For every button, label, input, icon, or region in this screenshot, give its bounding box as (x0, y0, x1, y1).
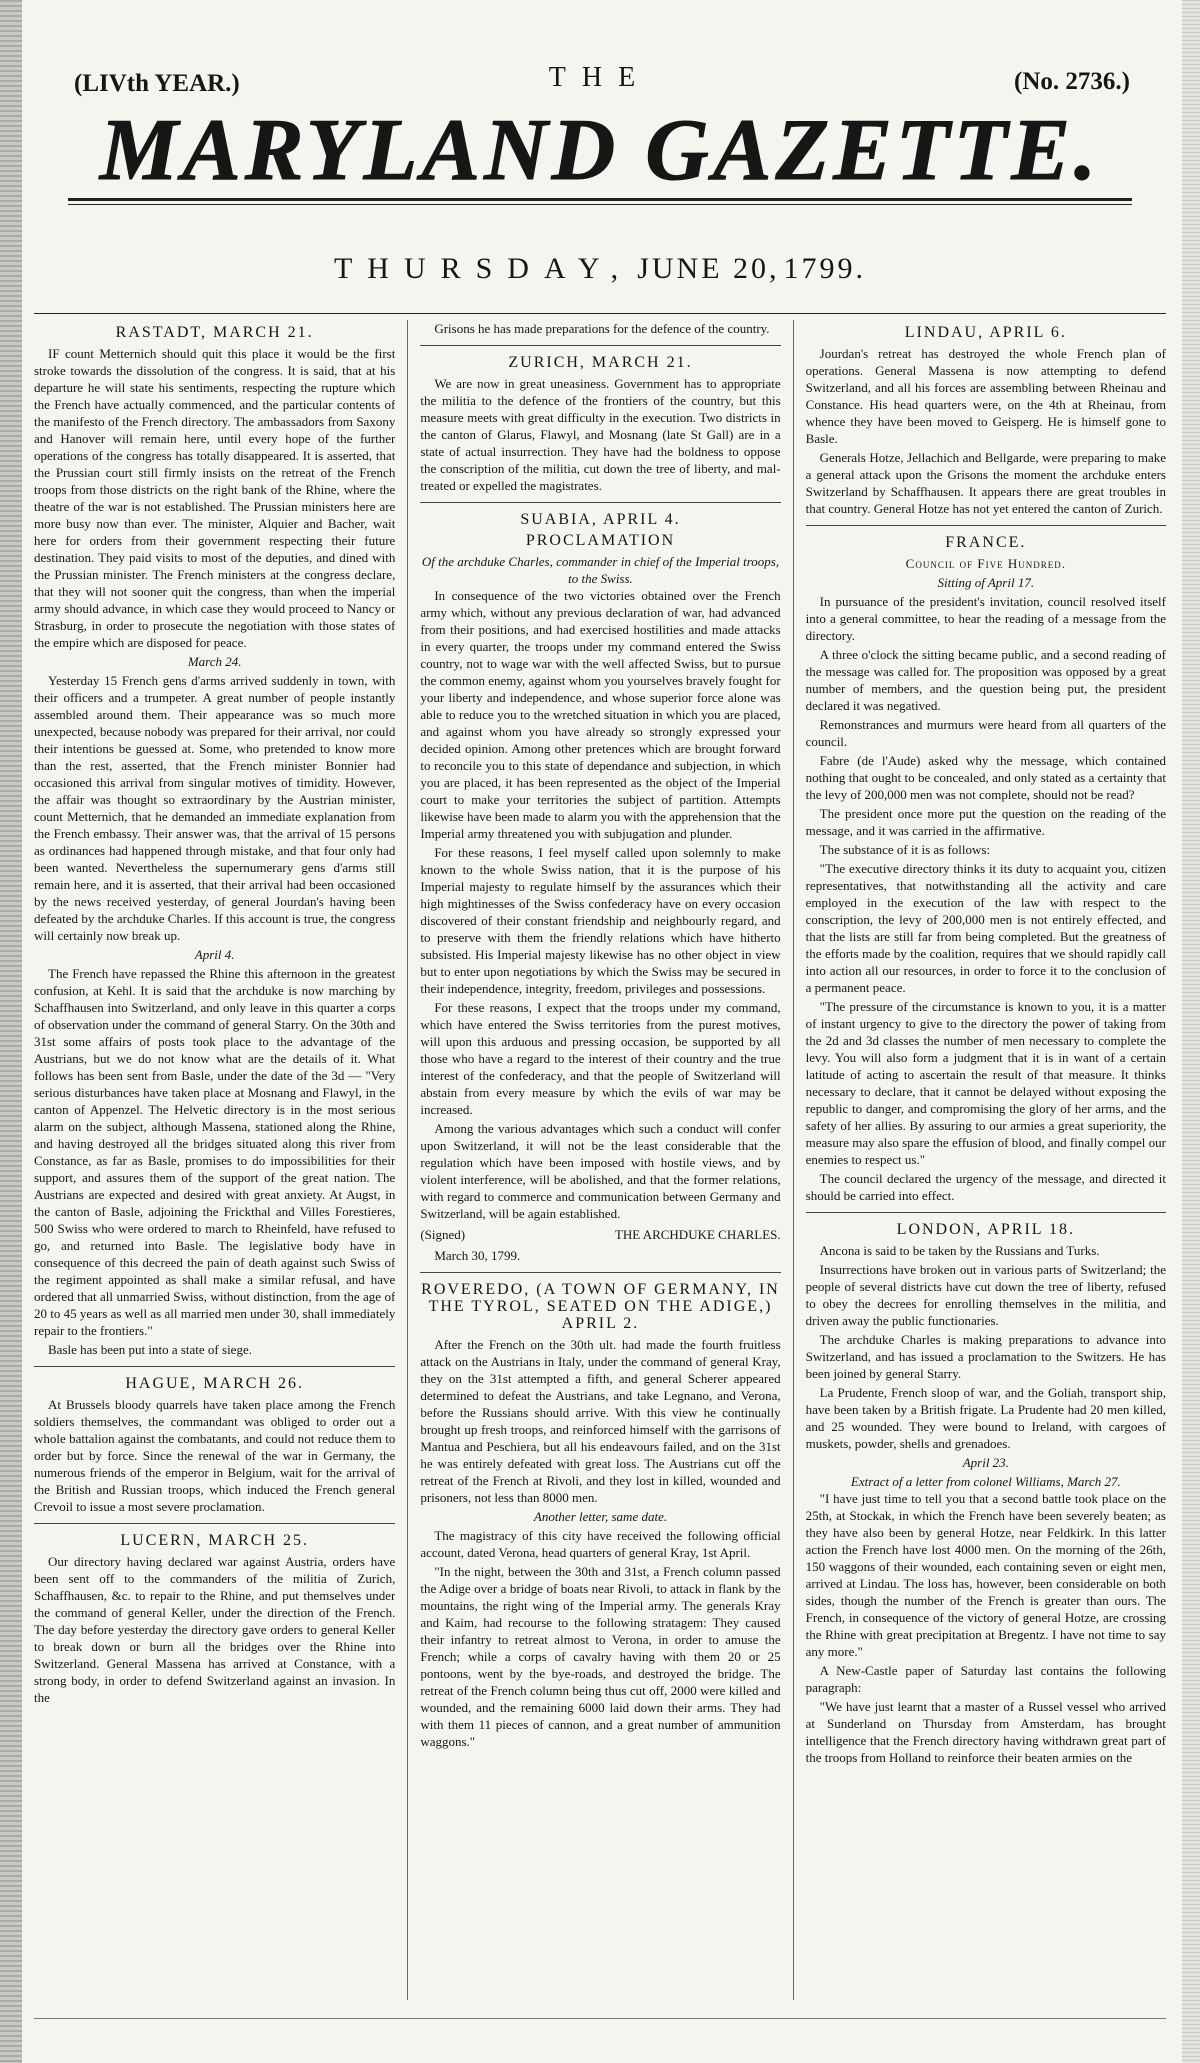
article-paragraph: "I have just time to tell you that a second battle took place on the 25th, at Stockak, in which the French have been severely beaten; as they have also been by general Hotze, near Feldkirk. In this latter action the French have lost 4000 men. On the morning of the 26th, 150 waggons of their wounded, each containing seven or eight men, arrived at Lindau. The loss has, however, been considerable on both sides, though the number of the French is greater than ours. The French, in consequence of the victory of general Hotze, are crossing the Rhine with great precipitation at Bregentz. I have not time to say any more." (805, 1491, 1166, 1659)
page-bottom-rule (34, 2018, 1166, 2019)
masthead-rule-thin (68, 204, 1132, 205)
column-3 (793, 320, 1166, 2000)
column-1 (34, 320, 395, 2000)
article-columns (34, 314, 1166, 2000)
article-paragraph: A three o'clock the sitting became public, and a second reading of the message was called for. The proposition was opposed by a great number of members, and the question being put, the president declared it was negatived. (805, 647, 1166, 713)
dateline-year: 1799. (783, 252, 867, 285)
section-separator (806, 525, 1166, 526)
masthead-rule (68, 198, 1132, 201)
article-heading: LINDAU, APRIL 6. (904, 324, 1067, 341)
masthead (34, 0, 1166, 232)
article-heading: LONDON, APRIL 18. (896, 1221, 1075, 1238)
article-paragraph: The magistracy of this city have received the following official account, dated Verona, head quarters of general Kray, 1st April. (420, 1528, 781, 1560)
newspaper-title: MARYLAND GAZETTE. (99, 102, 1101, 199)
article-paragraph: After the French on the 30th ult. had made the fourth fruitless attack on the Austrians in Italy, under the command of general Kray, they on the 31st attempted a fifth, and general Scherer appeared determined to defeat the Austrians, and take Legnano, and Verona, before the Russians should arrive. With this view he continually brought up fresh troops, and reinforced himself with the garrisons of Mantua and Peschiera, but all his endeavours failed, and on the 31st he was entirely defeated with great loss. The Austrians cut off the retreat of the French at Rivoli, and they lost in killed, wounded and prisoners, not less than 8000 men. (420, 1337, 781, 1505)
article-paragraph: Basle has been put into a state of siege. (48, 1342, 252, 1357)
article-heading: SUABIA, APRIL 4. (520, 511, 681, 528)
article-subheading: Of the archduke Charles, commander in chief of the Imperial troops, to the Swiss. (421, 554, 780, 586)
article-paragraph: A New-Castle paper of Saturday last contains the following paragraph: (805, 1663, 1166, 1695)
section-separator (806, 1212, 1166, 1213)
article-dateline: April 23. (962, 1455, 1009, 1470)
article-heading: ROVEREDO, (A TOWN OF GERMANY, IN THE TYROL, SEATED ON THE ADIGE,) APRIL 2. (421, 1281, 780, 1332)
dateline-day: THURSDAY, (333, 252, 634, 285)
article-paragraph: The president once more put the question on the reading of the message, and it was carried in the affirmative. (805, 806, 1166, 838)
article-subheading: Council of Five Hundred. (905, 556, 1066, 571)
article-paragraph: "In the night, between the 30th and 31st, a French column passed the Adige over a bridge of boats near Rivoli, to attack in flank by the mountains, the right wing of the Imperial army. The generals Kray and Kaim, had recourse to the following stratagem: They caused their infantry to retreat almost to Verona, in order to amuse the French; while a corps of cavalry having with them 20 or 25 pontoons, went by the bye-roads, and destroyed the bridge. The retreat of the French column being thus cut off, 2000 were killed and wounded, and the remaining 6000 laid down their arms. They had with them 11 pieces of cannon, and a great number of ammunition waggons." (420, 1564, 781, 1749)
article-paragraph: Our directory having declared war against Austria, orders have been sent off to the commanders of the militia of Zurich, Schaffhausen, &c. to repair to the Rhine, and put themselves under the command of general Keller, under the direction of the French. The day before yesterday the directory gave orders to general Keller to break down or burn all the bridges over the Rhine into Switzerland. General Massena has arrived at Constance, with a strong body, in order to defend Switzerland against an invasion. In the (34, 1554, 396, 1705)
article-paragraph: Insurrections have broken out in various parts of Switzerland; the people of several districts have cut down the tree of liberty, refused to obey the decrees for enrolling themselves in the militia, and driven away the public functionaries. (805, 1262, 1166, 1328)
article-heading: HAGUE, MARCH 26. (125, 1375, 304, 1392)
article-paragraph: "The pressure of the circumstance is known to you, it is a matter of instant urgency to give to the directory the power of taking from the 2d and 3d classes the number of men necessary to complete the levy. You will also form a judgment that it is in want of a certain latitude of acting to ascertain the result of that measure. It thinks necessary to declare, that it cannot be delayed without exposing the republic to danger, and compromising the glory of her arms, and the safety of her allies. By assuring to our armies a great superiority, the measure may also spare the effusion of blood, and finally compel our enemies to respect us." (805, 999, 1166, 1167)
article-heading: PROCLAMATION (525, 532, 676, 549)
article-paragraph: In pursuance of the president's invitation, council resolved itself into a general committee, to hear the reading of a message from the directory. (805, 594, 1166, 643)
article-paragraph: Remonstrances and murmurs were heard from all quarters of the council. (805, 717, 1166, 749)
dateline-date: JUNE 20, (637, 252, 780, 285)
article-paragraph: The council declared the urgency of the message, and directed it should be carried into effect. (805, 1171, 1166, 1203)
signed-label: (Signed) (420, 1227, 466, 1242)
article-paragraph: At Brussels bloody quarrels have taken place among the French soldiers themselves, the commandant was obliged to order out a whole battalion against the combatants, and could not reduce them to order but by force. Since the renewal of the war in Germany, the numerous friends of the emperor in Belgium, wait for the arrival of the British and Russian troops, which induced the French general Crevoil to issue a most severe proclamation. (34, 1397, 396, 1514)
article-paragraph: The French have repassed the Rhine this afternoon in the greatest confusion, at Kehl. It is said that the archduke is now marching by Schaffhausen into Switzerland, and only leave in this quarter a corps of observation under the command of general Starry. On the 30th and 31st some affairs of posts took place to the advantage of the Austrians, but we do not know what are the details of it. What follows has been sent from Basle, under the date of the 3d — "Very serious disturbances have taken place at Mosnang and Flawyl, in the canton of Appenzel. The Helvetic directory is in the most serious alarm on the subject, although Massena, stationed along the Rhine, and having destroyed all the bridges situated along this river from Constance, as far as Basle, promises to do impossibilities for their support, and assures them of the support of the great nation. The Austrians are expected and desired with great anxiety. At Augst, in the canton of Basle, adjoining the Frickthal and Villes Forestieres, 500 Swiss who were ordered to march to Rheinfeld, have refused to go, and returned into Basle. The legislative body have in consequence of this decreed the pain of death against such Swiss of the regiment appointed as shall make a similar refusal, and have ordered that all unmarried Swiss, without distinction, from the age of 20 to 45 years as well as all married men under 30, shall immediately repair to the frontiers." (34, 966, 396, 1338)
article-paragraph: Yesterday 15 French gens d'arms arrived suddenly in town, with their officers and a trumpeter. A great number of people instantly assembled around them. Their appearance was so much more unexpected, because nobody was prepared for their arrival, nor could their intentions be guessed at. Some, who pretended to know more than the rest, asserted, that the French minister Bonnier had occasioned this arrival from singular motives of timidity. However, the affair was thought so extraordinary by the Austrian minister, count Metternich, that he demanded an immediate explanation from the French embassy. Their answer was, that the arrival of 15 persons as ordinances had happened through mistake, and that four only had been wanted. Nevertheless the supernumerary gens d'arms still remain here, and it is asserted, that their arrival had been occasioned by the news received yesterday, of general Jourdan's having been defeated by the archduke Charles. If this account is true, the congress will certainly now break up. (34, 673, 396, 943)
article-dateline: Another letter, same date. (533, 1509, 668, 1524)
section-separator (420, 345, 780, 346)
article-paragraph: The archduke Charles is making preparations to advance into Switzerland, and has issued a proclamation to the Switzers. He has been joined by general Starry. (805, 1332, 1166, 1381)
section-separator (34, 1366, 395, 1367)
article-heading: RASTADT, MARCH 21. (115, 324, 314, 341)
section-separator (420, 1272, 780, 1273)
dateline-rule (34, 313, 1166, 314)
article-paragraph: Generals Hotze, Jellachich and Bellgarde, were preparing to make a general attack upon the Grisons the moment the archduke enters Switzerland by Schaffhausen. It appears there are great troubles in that country. General Hotze has not yet entered the canton of Zurich. (805, 450, 1166, 516)
dateline (34, 232, 1166, 314)
volume-year: (LIVth YEAR.) (74, 70, 240, 97)
masthead-the: THE (548, 62, 652, 93)
section-separator (34, 1523, 395, 1524)
article-subheading: Extract of a letter from colonel Williams, March 27. (850, 1474, 1121, 1489)
signatory-name: THE ARCHDUKE CHARLES. (614, 1227, 781, 1242)
section-separator (420, 502, 780, 503)
article-paragraph: For these reasons, I expect that the troops under my command, which have entered the Swiss territories from the purest motives, will upon this arduous and pressing occasion, be supported by all those who have a regard to the interest of their country and the true interest of the confederacy, and that the people of Switzerland will abstain from every measure by which the evils of war may be increased. (420, 1000, 781, 1117)
article-paragraph: We are now in great uneasiness. Government has to appropriate the militia to the defence of the frontiers of the country, but this measure meets with great difficulty in the execution. Two districts in the canton of Glarus, Flawyl, and Mosnang (late St Gall) are in a state of actual insurrection. They have had the boldness to oppose the conscription of the militia, cut down the tree of liberty, and mal-treated or expelled the magistrates. (420, 376, 781, 493)
column-2 (407, 320, 780, 2000)
article-dateline: April 4. (194, 947, 235, 962)
article-paragraph: La Prudente, French sloop of war, and the Goliah, transport ship, have been taken by a British frigate. La Prudente had 20 men killed, and 25 wounded. They were bound to Ireland, with cargoes of muskets, powder, shells and grenadoes. (805, 1385, 1166, 1451)
article-dateline: March 24. (187, 654, 242, 669)
article-paragraph: In consequence of the two victories obtained over the French army which, without any previous declaration of war, had advanced from their positions, and had exercised hostilities and made attacks in every quarter, the troops under my command entered the Swiss country, not to wage war with the well affected Swiss, but to pursue the common enemy, against whom you yourselves bravely fought for your liberty and independence, and whose superior force alone was able to reduce you to the wretched situation in which you are placed, and against whom you have already so strongly expressed your decided opinion. Among other pretences which are brought forward to reconcile you to this state of dependance and subjection, in which you are placed, it has been represented as the object of the Imperial court to make your territories the subject of partition. Attempts likewise have been made to alarm you with the apprehension that the Imperial army threatened you with subjugation and plunder. (420, 588, 781, 841)
article-paragraph: Jourdan's retreat has destroyed the whole French plan of operations. General Massena is now attempting to defend Switzerland, and all his forces are assembling between Rheinau and Constance. His head quarters were, on the 4th at Rheinau, from whence they have been moved to Geisperg. He is himself gone to Basle. (805, 346, 1166, 446)
article-heading: ZURICH, MARCH 21. (508, 354, 693, 371)
signature-line (420, 1226, 780, 1243)
article-dateline: Sitting of April 17. (937, 575, 1035, 590)
article-paragraph: Fabre (de l'Aude) asked why the message, which contained nothing that ought to be concealed, and only stated as a certainty that the levy of 200,000 men was not complete, should not be read? (805, 753, 1166, 802)
article-paragraph: IF count Metternich should quit this place it would be the first stroke towards the dissolution of the congress. It is said, that at his departure he will state his sentiments, respecting the rupture which the French have actually commenced, and the particular contents of the manifesto of the French directory. The ambassadors from Saxony and Hanover will remain here, until every hope of the further operations of the congress has totally disappeared. It is asserted, that the Prussian court still firmly insists on the retreat of the French troops from those districts on the right bank of the Rhine, where the theatre of the war is not established. The Prussian ministers here are more busy now than ever. The minister, Alquier and Bacher, wait here for orders from their government respecting their future destination. They paid visits to most of the deputies, and dined with the Prussian minister. The French ministers at the congress declare, that they will not sooner quit the congress, than when the imperial army should advance, in which case they would proceed to Nancy or Strasburg, in order to prosecute the negotiation with those states of the empire which are disposed for peace. (34, 346, 396, 650)
article-heading: LUCERN, MARCH 25. (120, 1532, 309, 1549)
article-paragraph: March 30, 1799. (434, 1248, 521, 1263)
issue-number: (No. 2736.) (1014, 68, 1130, 95)
article-paragraph: For these reasons, I feel myself called upon solemnly to make known to the whole Swiss nation, that it is the purpose of his Imperial majesty to regulate himself by the assurances which their high mightinesses of the Swiss confederacy have on every occasion discovered of their constant friendship and neighbourly regard, and to preserve with them the friendly relations which have hitherto subsisted. His Imperial majesty likewise has no other object in view but to enter upon negotiations by which the Swiss may be secured in their independence, integrity, freedom, privileges and possessions. (420, 845, 781, 996)
article-paragraph: Among the various advantages which such a conduct will confer upon Switzerland, it will not be the least considerable that the regulation which have been imposed with hostile views, and by violent interference, will be abolished, and that the former relations, with regard to commerce and communication between Germany and Switzerland, will be again established. (420, 1121, 781, 1221)
article-paragraph: The substance of it is as follows: (819, 842, 991, 857)
article-paragraph: Grisons he has made preparations for the defence of the country. (434, 321, 770, 336)
article-paragraph: "We have just learnt that a master of a Russel vessel who arrived at Sunderland on Thursday from Amsterdam, has brought intelligence that the French directory having withdrawn great part of the troops from Holland to reinforce their beaten armies on the (805, 1699, 1166, 1765)
article-paragraph: Ancona is said to be taken by the Russians and Turks. (819, 1243, 1100, 1258)
article-heading: FRANCE. (945, 534, 1027, 551)
article-paragraph: "The executive directory thinks it its duty to acquaint you, citizen representatives, that notwithstanding all the activity and care employed in the execution of the law with respect to the conscription, the levy of 200,000 men is not entirely effected, and that the lists are still far from being completed. But the greatness of the efforts made by the coalition, requires that we should rapidly call into action all our resources, in order to force it to the conclusion of a permanent peace. (805, 861, 1166, 995)
